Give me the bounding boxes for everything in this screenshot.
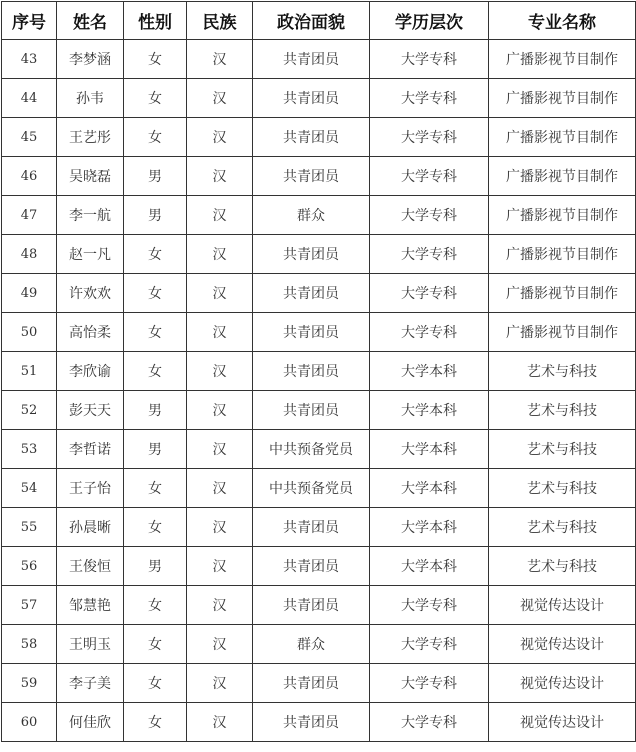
cell-gender: 男 (124, 196, 187, 235)
cell-major: 广播影视节目制作 (489, 274, 636, 313)
header-gender: 性别 (124, 2, 187, 40)
cell-name: 吴晓磊 (57, 157, 124, 196)
cell-ethnicity: 汉 (187, 586, 253, 625)
cell-major: 广播影视节目制作 (489, 157, 636, 196)
cell-serial-number: 57 (2, 586, 57, 625)
cell-name: 孙晨晰 (57, 508, 124, 547)
cell-serial-number: 50 (2, 313, 57, 352)
cell-political-status: 共青团员 (253, 586, 370, 625)
table-row (2, 547, 636, 586)
cell-political-status: 共青团员 (253, 352, 370, 391)
cell-gender: 女 (124, 469, 187, 508)
cell-education-level: 大学本科 (370, 430, 489, 469)
cell-gender: 女 (124, 508, 187, 547)
table-row (2, 235, 636, 274)
cell-ethnicity: 汉 (187, 196, 253, 235)
cell-gender: 女 (124, 586, 187, 625)
cell-political-status: 共青团员 (253, 274, 370, 313)
cell-education-level: 大学本科 (370, 508, 489, 547)
cell-political-status: 共青团员 (253, 79, 370, 118)
cell-name: 孙韦 (57, 79, 124, 118)
cell-ethnicity: 汉 (187, 352, 253, 391)
header-ethnicity: 民族 (187, 2, 253, 40)
cell-name: 彭天天 (57, 391, 124, 430)
cell-major: 艺术与科技 (489, 469, 636, 508)
header-serial-number: 序号 (2, 2, 57, 40)
cell-gender: 男 (124, 547, 187, 586)
cell-major: 广播影视节目制作 (489, 313, 636, 352)
cell-name: 赵一凡 (57, 235, 124, 274)
cell-gender: 女 (124, 274, 187, 313)
header-education-level: 学历层次 (370, 2, 489, 40)
cell-political-status: 共青团员 (253, 547, 370, 586)
cell-ethnicity: 汉 (187, 664, 253, 703)
header-row (2, 2, 636, 40)
cell-political-status: 群众 (253, 196, 370, 235)
table-row (2, 352, 636, 391)
cell-ethnicity: 汉 (187, 79, 253, 118)
cell-education-level: 大学专科 (370, 625, 489, 664)
cell-major: 视觉传达设计 (489, 625, 636, 664)
cell-name: 许欢欢 (57, 274, 124, 313)
cell-political-status: 共青团员 (253, 664, 370, 703)
cell-political-status: 共青团员 (253, 313, 370, 352)
cell-political-status: 共青团员 (253, 508, 370, 547)
cell-name: 李梦涵 (57, 40, 124, 79)
cell-major: 艺术与科技 (489, 547, 636, 586)
cell-name: 何佳欣 (57, 703, 124, 742)
cell-serial-number: 60 (2, 703, 57, 742)
table-row (2, 430, 636, 469)
cell-education-level: 大学专科 (370, 274, 489, 313)
cell-political-status: 群众 (253, 625, 370, 664)
cell-name: 王明玉 (57, 625, 124, 664)
cell-gender: 男 (124, 430, 187, 469)
cell-political-status: 中共预备党员 (253, 430, 370, 469)
cell-name: 李欣谕 (57, 352, 124, 391)
cell-major: 艺术与科技 (489, 430, 636, 469)
header-political-status: 政治面貌 (253, 2, 370, 40)
cell-ethnicity: 汉 (187, 40, 253, 79)
cell-serial-number: 49 (2, 274, 57, 313)
cell-education-level: 大学本科 (370, 352, 489, 391)
table-row (2, 157, 636, 196)
cell-name: 王子怡 (57, 469, 124, 508)
table-row (2, 118, 636, 157)
cell-political-status: 共青团员 (253, 391, 370, 430)
cell-serial-number: 44 (2, 79, 57, 118)
table-row (2, 586, 636, 625)
cell-ethnicity: 汉 (187, 313, 253, 352)
cell-serial-number: 53 (2, 430, 57, 469)
cell-serial-number: 54 (2, 469, 57, 508)
cell-ethnicity: 汉 (187, 625, 253, 664)
cell-gender: 女 (124, 352, 187, 391)
cell-education-level: 大学专科 (370, 40, 489, 79)
cell-name: 李一航 (57, 196, 124, 235)
cell-gender: 女 (124, 664, 187, 703)
cell-gender: 女 (124, 235, 187, 274)
table-body (2, 40, 636, 742)
cell-ethnicity: 汉 (187, 235, 253, 274)
cell-education-level: 大学专科 (370, 157, 489, 196)
cell-gender: 女 (124, 79, 187, 118)
cell-serial-number: 47 (2, 196, 57, 235)
cell-political-status: 共青团员 (253, 703, 370, 742)
cell-serial-number: 43 (2, 40, 57, 79)
table-row (2, 664, 636, 703)
table-row (2, 79, 636, 118)
table-row (2, 274, 636, 313)
cell-major: 艺术与科技 (489, 352, 636, 391)
cell-education-level: 大学专科 (370, 79, 489, 118)
cell-name: 邹慧艳 (57, 586, 124, 625)
cell-name: 王艺彤 (57, 118, 124, 157)
cell-name: 李子美 (57, 664, 124, 703)
cell-ethnicity: 汉 (187, 430, 253, 469)
cell-serial-number: 51 (2, 352, 57, 391)
cell-serial-number: 48 (2, 235, 57, 274)
table-row (2, 508, 636, 547)
table-row (2, 625, 636, 664)
cell-political-status: 共青团员 (253, 40, 370, 79)
cell-gender: 男 (124, 391, 187, 430)
cell-serial-number: 56 (2, 547, 57, 586)
table-row (2, 40, 636, 79)
cell-gender: 女 (124, 625, 187, 664)
cell-gender: 女 (124, 313, 187, 352)
cell-ethnicity: 汉 (187, 391, 253, 430)
cell-education-level: 大学本科 (370, 391, 489, 430)
table-row (2, 469, 636, 508)
cell-education-level: 大学专科 (370, 703, 489, 742)
table-row (2, 196, 636, 235)
table-row (2, 391, 636, 430)
cell-serial-number: 59 (2, 664, 57, 703)
cell-major: 艺术与科技 (489, 391, 636, 430)
table-row (2, 313, 636, 352)
cell-major: 艺术与科技 (489, 508, 636, 547)
cell-name: 王俊恒 (57, 547, 124, 586)
cell-major: 广播影视节目制作 (489, 118, 636, 157)
cell-ethnicity: 汉 (187, 274, 253, 313)
cell-serial-number: 45 (2, 118, 57, 157)
cell-name: 李哲诺 (57, 430, 124, 469)
cell-ethnicity: 汉 (187, 508, 253, 547)
cell-gender: 男 (124, 157, 187, 196)
cell-major: 广播影视节目制作 (489, 196, 636, 235)
cell-education-level: 大学专科 (370, 664, 489, 703)
cell-education-level: 大学专科 (370, 196, 489, 235)
cell-major: 视觉传达设计 (489, 664, 636, 703)
cell-gender: 女 (124, 703, 187, 742)
table-header (2, 2, 636, 40)
cell-education-level: 大学专科 (370, 313, 489, 352)
cell-serial-number: 55 (2, 508, 57, 547)
cell-major: 广播影视节目制作 (489, 235, 636, 274)
cell-ethnicity: 汉 (187, 703, 253, 742)
cell-major: 视觉传达设计 (489, 586, 636, 625)
cell-political-status: 共青团员 (253, 235, 370, 274)
cell-education-level: 大学专科 (370, 235, 489, 274)
cell-major: 广播影视节目制作 (489, 79, 636, 118)
cell-serial-number: 58 (2, 625, 57, 664)
cell-ethnicity: 汉 (187, 157, 253, 196)
cell-ethnicity: 汉 (187, 469, 253, 508)
cell-major: 广播影视节目制作 (489, 40, 636, 79)
cell-gender: 女 (124, 40, 187, 79)
cell-ethnicity: 汉 (187, 547, 253, 586)
cell-gender: 女 (124, 118, 187, 157)
table-row (2, 703, 636, 742)
cell-education-level: 大学专科 (370, 118, 489, 157)
cell-ethnicity: 汉 (187, 118, 253, 157)
cell-education-level: 大学本科 (370, 469, 489, 508)
header-major: 专业名称 (489, 2, 636, 40)
cell-name: 高怡柔 (57, 313, 124, 352)
student-roster-table (1, 1, 636, 742)
cell-education-level: 大学本科 (370, 547, 489, 586)
header-name: 姓名 (57, 2, 124, 40)
cell-serial-number: 46 (2, 157, 57, 196)
cell-political-status: 共青团员 (253, 157, 370, 196)
cell-education-level: 大学专科 (370, 586, 489, 625)
cell-major: 视觉传达设计 (489, 703, 636, 742)
cell-serial-number: 52 (2, 391, 57, 430)
cell-political-status: 中共预备党员 (253, 469, 370, 508)
cell-political-status: 共青团员 (253, 118, 370, 157)
